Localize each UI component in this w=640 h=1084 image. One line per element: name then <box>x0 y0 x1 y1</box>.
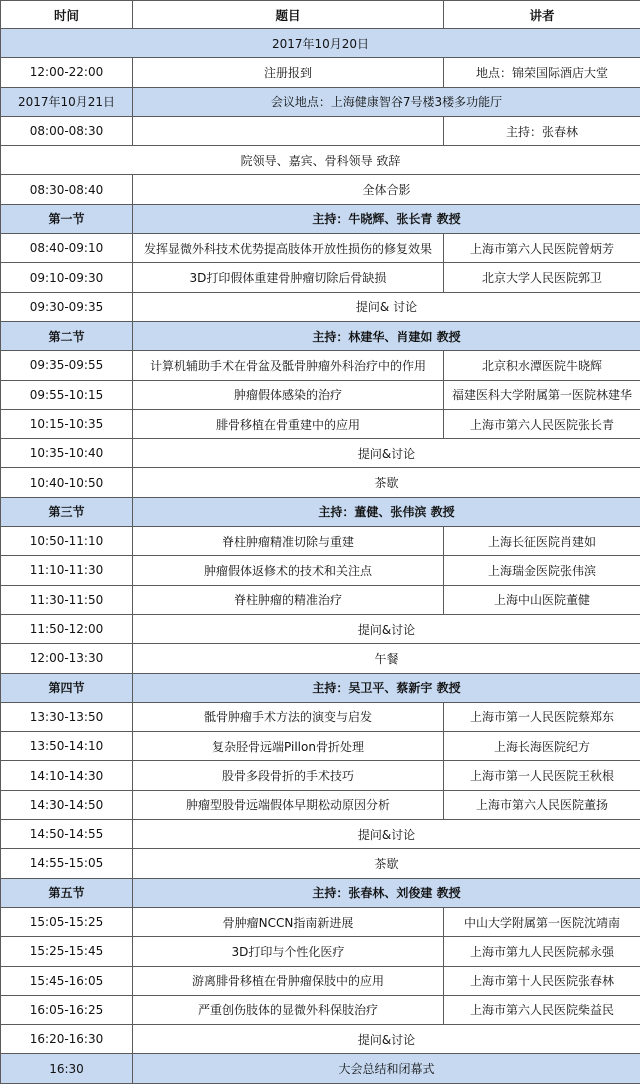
time-cell: 16:30 <box>1 1054 133 1084</box>
session-cell: 提问&讨论 <box>133 1025 640 1054</box>
session-cell: 午餐 <box>133 644 640 673</box>
schedule-row <box>1 351 640 380</box>
topic-cell: 注册报到 <box>133 58 444 87</box>
speaker-cell: 上海市第九人民医院郝永强 <box>444 937 640 966</box>
speaker-cell: 地点：锦荣国际酒店大堂 <box>444 58 640 87</box>
schedule-row <box>1 732 640 761</box>
speaker-cell: 上海市第十人民医院张春林 <box>444 966 640 995</box>
time-cell: 第二节 <box>1 321 133 350</box>
schedule-row <box>1 849 640 878</box>
schedule-row <box>1 380 640 409</box>
session-cell: 主持：林建华、肖建如 教授 <box>133 321 640 350</box>
topic-cell: 复杂胫骨远端Pillon骨折处理 <box>133 732 444 761</box>
time-cell: 15:25-15:45 <box>1 937 133 966</box>
session-cell: 主持：董健、张伟滨 教授 <box>133 497 640 526</box>
time-cell: 12:00-13:30 <box>1 644 133 673</box>
schedule-row <box>1 292 640 321</box>
schedule-row <box>1 937 640 966</box>
schedule-row <box>1 702 640 731</box>
time-cell: 13:50-14:10 <box>1 732 133 761</box>
time-cell: 09:10-09:30 <box>1 263 133 292</box>
header-speaker: 讲者 <box>444 1 640 29</box>
topic-cell: 发挥显微外科技术优势提高肢体开放性损伤的修复效果 <box>133 234 444 263</box>
session-cell: 茶歇 <box>133 849 640 878</box>
speaker-cell: 上海长海医院纪方 <box>444 732 640 761</box>
time-cell: 08:00-08:30 <box>1 116 133 145</box>
speaker-cell: 上海市第六人民医院董扬 <box>444 790 640 819</box>
speaker-cell: 上海市第六人民医院柴益民 <box>444 995 640 1024</box>
time-cell: 11:50-12:00 <box>1 614 133 643</box>
time-cell: 14:50-14:55 <box>1 820 133 849</box>
schedule-row <box>1 439 640 468</box>
schedule-row <box>1 29 640 58</box>
schedule-row <box>1 790 640 819</box>
date-cell: 2017年10月20日 <box>1 29 640 58</box>
speaker-cell: 上海市第六人民医院曾炳芳 <box>444 234 640 263</box>
schedule-row <box>1 58 640 87</box>
session-cell: 茶歇 <box>133 468 640 497</box>
time-cell: 11:10-11:30 <box>1 556 133 585</box>
schedule-row <box>1 263 640 292</box>
session-cell: 提问&讨论 <box>133 614 640 643</box>
topic-cell: 肿瘤假体返修术的技术和关注点 <box>133 556 444 585</box>
topic-cell: 3D打印假体重建骨肿瘤切除后骨缺损 <box>133 263 444 292</box>
time-cell: 08:40-09:10 <box>1 234 133 263</box>
session-cell: 提问&讨论 <box>133 439 640 468</box>
time-cell: 10:40-10:50 <box>1 468 133 497</box>
topic-cell: 3D打印与个性化医疗 <box>133 937 444 966</box>
time-cell: 14:10-14:30 <box>1 761 133 790</box>
schedule-row <box>1 234 640 263</box>
time-cell: 09:35-09:55 <box>1 351 133 380</box>
time-cell: 15:05-15:25 <box>1 907 133 936</box>
time-cell: 09:30-09:35 <box>1 292 133 321</box>
schedule-row <box>1 966 640 995</box>
schedule-row <box>1 644 640 673</box>
speaker-cell: 北京大学人民医院郭卫 <box>444 263 640 292</box>
schedule-row <box>1 146 640 175</box>
schedule-row <box>1 175 640 204</box>
time-cell: 10:35-10:40 <box>1 439 133 468</box>
schedule-row <box>1 673 640 702</box>
topic-cell: 脊柱肿瘤精准切除与重建 <box>133 527 444 556</box>
schedule-row <box>1 468 640 497</box>
time-cell: 12:00-22:00 <box>1 58 133 87</box>
session-cell: 全体合影 <box>133 175 640 204</box>
speaker-cell: 上海市第一人民医院蔡郑东 <box>444 702 640 731</box>
schedule-row <box>1 614 640 643</box>
topic-cell: 计算机辅助手术在骨盆及骶骨肿瘤外科治疗中的作用 <box>133 351 444 380</box>
time-cell: 15:45-16:05 <box>1 966 133 995</box>
schedule-row <box>1 556 640 585</box>
schedule-row <box>1 585 640 614</box>
schedule-row <box>1 204 640 233</box>
speaker-cell: 北京积水潭医院牛晓辉 <box>444 351 640 380</box>
schedule-row <box>1 761 640 790</box>
header-topic: 题目 <box>133 1 444 29</box>
time-cell: 11:30-11:50 <box>1 585 133 614</box>
speaker-cell: 上海中山医院董健 <box>444 585 640 614</box>
schedule-row <box>1 87 640 116</box>
topic-cell: 肿瘤假体感染的治疗 <box>133 380 444 409</box>
topic-cell: 腓骨移植在骨重建中的应用 <box>133 409 444 438</box>
schedule-row <box>1 1025 640 1054</box>
speaker-cell: 上海市第一人民医院王秋根 <box>444 761 640 790</box>
schedule-body <box>1 29 640 1084</box>
session-cell: 提问& 讨论 <box>133 292 640 321</box>
header-row <box>1 1 640 29</box>
session-cell: 主持：吴卫平、蔡新宇 教授 <box>133 673 640 702</box>
time-cell: 16:05-16:25 <box>1 995 133 1024</box>
session-cell: 主持：张春林、刘俊建 教授 <box>133 878 640 907</box>
schedule-row <box>1 1054 640 1084</box>
topic-cell: 游离腓骨移植在骨肿瘤保肢中的应用 <box>133 966 444 995</box>
schedule-row <box>1 995 640 1024</box>
speaker-cell: 上海长征医院肖建如 <box>444 527 640 556</box>
time-cell: 14:30-14:50 <box>1 790 133 819</box>
time-cell: 16:20-16:30 <box>1 1025 133 1054</box>
schedule-row <box>1 321 640 350</box>
time-cell: 第四节 <box>1 673 133 702</box>
time-cell: 10:50-11:10 <box>1 527 133 556</box>
time-cell: 08:30-08:40 <box>1 175 133 204</box>
time-cell: 第一节 <box>1 204 133 233</box>
topic-cell: 股骨多段骨折的手术技巧 <box>133 761 444 790</box>
topic-cell: 肿瘤型股骨远端假体早期松动原因分析 <box>133 790 444 819</box>
topic-cell <box>133 116 444 145</box>
time-cell: 第五节 <box>1 878 133 907</box>
time-cell: 10:15-10:35 <box>1 409 133 438</box>
topic-cell: 骶骨肿瘤手术方法的演变与启发 <box>133 702 444 731</box>
topic-cell: 骨肿瘤NCCN指南新进展 <box>133 907 444 936</box>
date-cell: 2017年10月21日 <box>1 87 133 116</box>
speaker-cell: 主持：张春林 <box>444 116 640 145</box>
venue-cell: 会议地点：上海健康智谷7号楼3楼多功能厅 <box>133 87 640 116</box>
speaker-cell: 中山大学附属第一医院沈靖南 <box>444 907 640 936</box>
speaker-cell: 上海市第六人民医院张长青 <box>444 409 640 438</box>
topic-cell: 脊柱肿瘤的精准治疗 <box>133 585 444 614</box>
time-cell: 13:30-13:50 <box>1 702 133 731</box>
full-width-cell: 院领导、嘉宾、骨科领导 致辞 <box>1 146 640 175</box>
speaker-cell: 福建医科大学附属第一医院林建华 <box>444 380 640 409</box>
time-cell: 第三节 <box>1 497 133 526</box>
session-cell: 主持：牛晓辉、张长青 教授 <box>133 204 640 233</box>
session-cell: 大会总结和闭幕式 <box>133 1054 640 1084</box>
time-cell: 14:55-15:05 <box>1 849 133 878</box>
schedule-row <box>1 116 640 145</box>
speaker-cell: 上海瑞金医院张伟滨 <box>444 556 640 585</box>
schedule-row <box>1 497 640 526</box>
header-time: 时间 <box>1 1 133 29</box>
time-cell: 09:55-10:15 <box>1 380 133 409</box>
schedule-row <box>1 409 640 438</box>
schedule-row <box>1 820 640 849</box>
session-cell: 提问&讨论 <box>133 820 640 849</box>
schedule-row <box>1 527 640 556</box>
schedule-row <box>1 878 640 907</box>
schedule-row <box>1 907 640 936</box>
topic-cell: 严重创伤肢体的显微外科保肢治疗 <box>133 995 444 1024</box>
